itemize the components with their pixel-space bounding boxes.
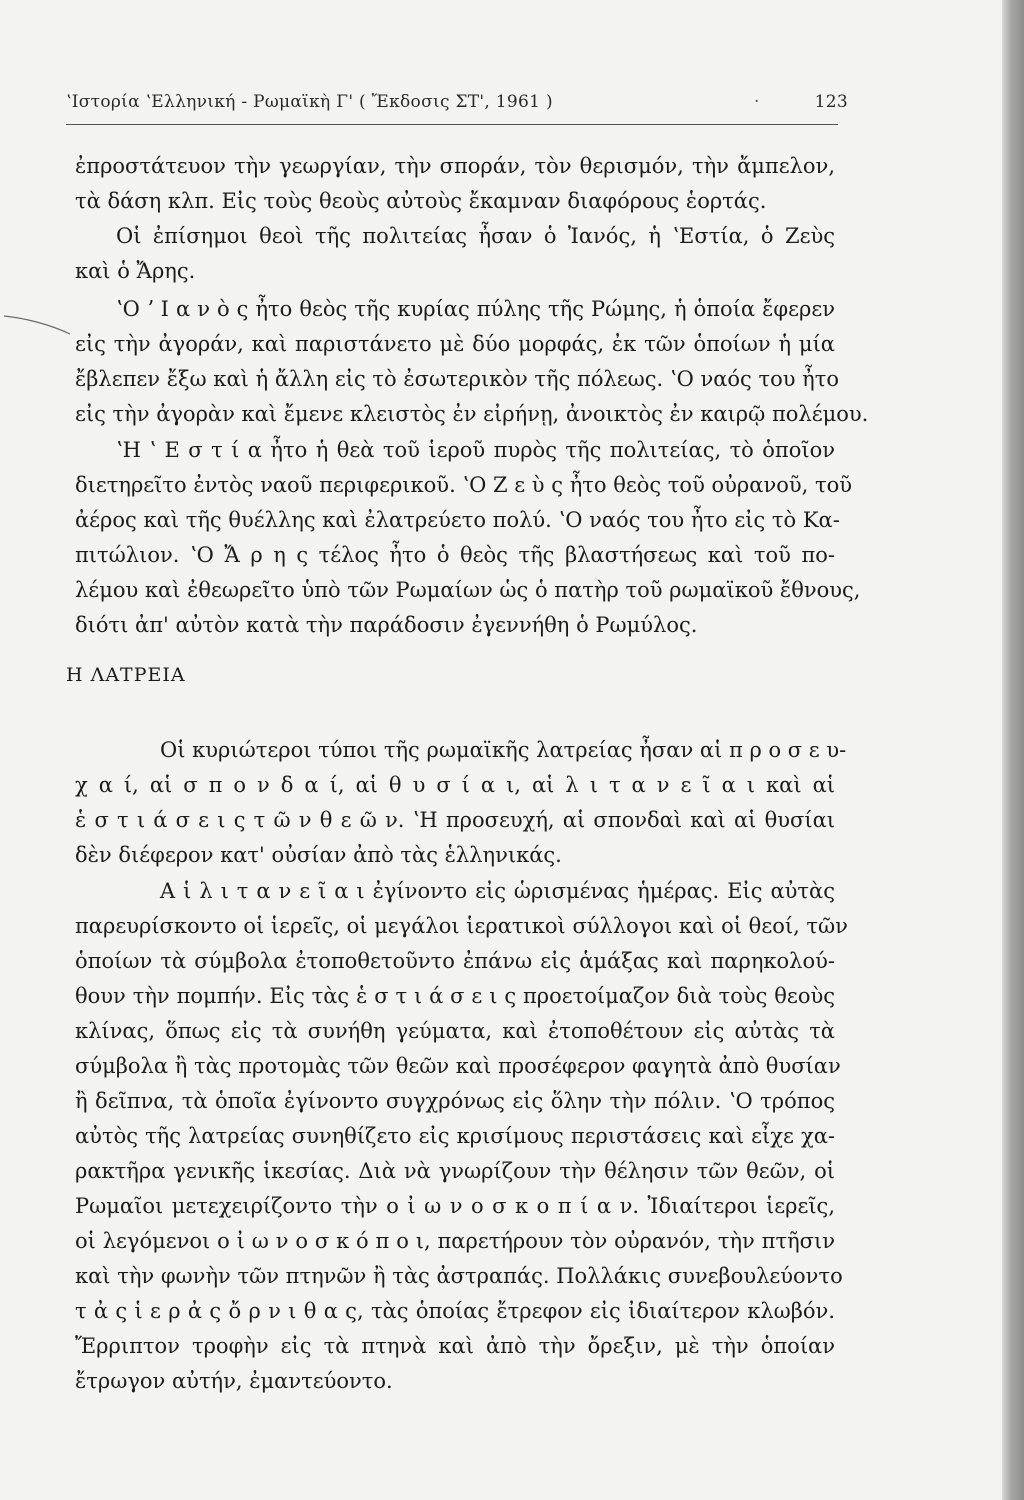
section-heading: Η ΛΑΤΡΕΙΑ (66, 664, 186, 686)
text-line: κλίνας, ὅπως εἰς τὰ συνήθη γεύματα, καὶ ἐτοποθέτουν εἰς αὐτὰς τὰ (75, 1019, 835, 1043)
text-line: καὶ τὴν φωνὴν τῶν πτηνῶν ἢ τὰς ἀστραπάς. Πολλάκις συνεβουλεύοντο (75, 1264, 843, 1288)
text-line: παρευρίσκοντο οἱ ἱερεῖς, οἱ μεγάλοι ἱερατικοὶ σύλλογοι καὶ οἱ θεοί, τῶν (75, 914, 848, 938)
text-line: χ α ί, αἱ σ π ο ν δ α ί, αἱ θ υ σ ί α ι, αἱ λ ι τ α ν ε ῖ α ι καὶ αἱ (75, 773, 835, 797)
text-line: δὲν διέφερον κατ' οὐσίαν ἀπὸ τὰς ἑλληνικάς. (75, 843, 562, 867)
text-line: ἐπροστάτευον τὴν γεωργίαν, τὴν σποράν, τὸν θερισμόν, τὴν ἄμπελον, (75, 154, 835, 178)
text-line: Οἱ κυριώτεροι τύποι τῆς ρωμαϊκῆς λατρείας ἦσαν αἱ π ρ ο σ ε υ- (160, 738, 847, 762)
text-line: αὐτὸς τῆς λατρείας συνηθίζετο εἰς κρισίμους περιστάσεις καὶ εἶχε χα- (75, 1124, 835, 1148)
text-line: ʽΗ ʽ Ε σ τ ί α ἦτο ἡ θεὰ τοῦ ἱεροῦ πυρὸς τῆς πολιτείας, τὸ ὁποῖον (116, 438, 835, 462)
text-line: ἢ δεῖπνα, τὰ ὁποῖα ἐγίνοντο συγχρόνως εἰς ὅλην τὴν πόλιν. ʽΟ τρόπος (75, 1089, 835, 1113)
text-line: διετηρεῖτο ἐντὸς ναοῦ περιφερικοῦ. ʽΟ Ζ ε ὺ ς ἦτο θεὸς τοῦ οὐρανοῦ, τοῦ (75, 473, 852, 497)
text-line: Ρωμαῖοι μετεχειρίζοντο τὴν ο ἰ ω ν ο σ κ ο π ί α ν. Ἰδιαίτεροι ἱερεῖς, (75, 1194, 835, 1218)
text-line: τὰ δάση κλπ. Εἰς τοὺς θεοὺς αὐτοὺς ἔκαμναν διαφόρους ἑορτάς. (75, 189, 767, 213)
header-title: ʽΙστορία ʽΕλληνική - Ρωμαϊκὴ Γ' ( Ἔκδοσις ΣΤ', 1961 ) (66, 92, 553, 112)
text-line: ʽΟ ʼ Ι α ν ὸ ς ἦτο θεὸς τῆς κυρίας πύλης τῆς Ρώμης, ἡ ὁποία ἔφερεν (116, 297, 835, 321)
text-line: Ἔρριπτον τροφὴν εἰς τὰ πτηνὰ καὶ ἀπὸ τὴν ὄρεξιν, μὲ τὴν ὁποίαν (75, 1334, 835, 1358)
text-line: τ ἀ ς ἱ ε ρ ἀ ς ὄ ρ ν ι θ α ς, τὰς ὁποίας ἔτρεφον εἰς ἰδιαίτερον κλωβόν. (75, 1299, 835, 1323)
text-line: ἔτρωγον αὐτήν, ἐμαντεύοντο. (75, 1369, 393, 1393)
text-line: διότι ἀπ' αὐτὸν κατὰ τὴν παράδοσιν ἐγεννήθη ὁ Ρωμύλος. (75, 613, 698, 637)
text-line: ἀέρος καὶ τῆς θυέλλης καὶ ἐλατρεύετο πολύ. ʽΟ ναός του ἦτο εἰς τὸ Κα- (75, 508, 840, 532)
text-line: οἱ λεγόμενοι ο ἰ ω ν ο σ κ ό π ο ι, παρετήρουν τὸν οὐρανόν, τὴν πτῆσιν (75, 1229, 835, 1253)
text-line: ἑ σ τ ι ά σ ε ι ς τ ῶ ν θ ε ῶ ν. ʽΗ προσευχή, αἱ σπονδαὶ καὶ αἱ θυσίαι (75, 808, 835, 832)
header-rule (66, 124, 838, 125)
margin-pencil-mark (4, 310, 72, 340)
page-number: 123 (814, 92, 848, 112)
header-dot: · (754, 92, 760, 112)
text-line: καὶ ὁ Ἄρης. (75, 259, 196, 283)
text-line: ρακτῆρα γενικῆς ἱκεσίας. Διὰ νὰ γνωρίζουν τὴν θέλησιν τῶν θεῶν, οἱ (75, 1159, 835, 1183)
text-line: εἰς τὴν ἀγοράν, καὶ παριστάνετο μὲ δύο μορφάς, ἐκ τῶν ὁποίων ἡ μία (75, 332, 835, 356)
text-line: λέμου καὶ ἐθεωρεῖτο ὑπὸ τῶν Ρωμαίων ὡς ὁ πατὴρ τοῦ ρωμαϊκοῦ ἔθνους, (75, 578, 861, 602)
running-header (66, 86, 848, 120)
text-line: ἔβλεπεν ἔξω καὶ ἡ ἄλλη εἰς τὸ ἐσωτερικὸν τῆς πόλεως. ʽΟ ναός του ἦτο (75, 367, 840, 391)
text-line: πιτώλιον. ʽΟ Ἄ ρ η ς τέλος ἦτο ὁ θεὸς τῆς βλαστήσεως καὶ τοῦ πο- (75, 543, 835, 567)
text-line: ὁποίων τὰ σύμβολα ἐτοποθετοῦντο ἐπάνω εἰς ἁμάξας καὶ παρηκολού- (75, 949, 835, 973)
page-edge-shadow (1002, 0, 1024, 1500)
text-line: Οἱ ἐπίσημοι θεοὶ τῆς πολιτείας ἦσαν ὁ Ἰανός, ἡ ʽΕστία, ὁ Ζεὺς (116, 224, 835, 248)
text-line: Α ἱ λ ι τ α ν ε ῖ α ι ἐγίνοντο εἰς ὡρισμένας ἡμέρας. Εἰς αὐτὰς (160, 879, 835, 903)
text-line: σύμβολα ἢ τὰς προτομὰς τῶν θεῶν καὶ προσέφερον φαγητὰ ἀπὸ θυσίαν (75, 1054, 841, 1078)
text-line: θουν τὴν πομπήν. Εἰς τὰς ἑ σ τ ι ά σ ε ι ς προετοίμαζον διὰ τοὺς θεοὺς (75, 984, 835, 1008)
text-line: εἰς τὴν ἀγορὰν καὶ ἔμενε κλειστὸς ἐν εἰρήνῃ, ἀνοικτὸς ἐν καιρῷ πολέμου. (75, 402, 869, 426)
